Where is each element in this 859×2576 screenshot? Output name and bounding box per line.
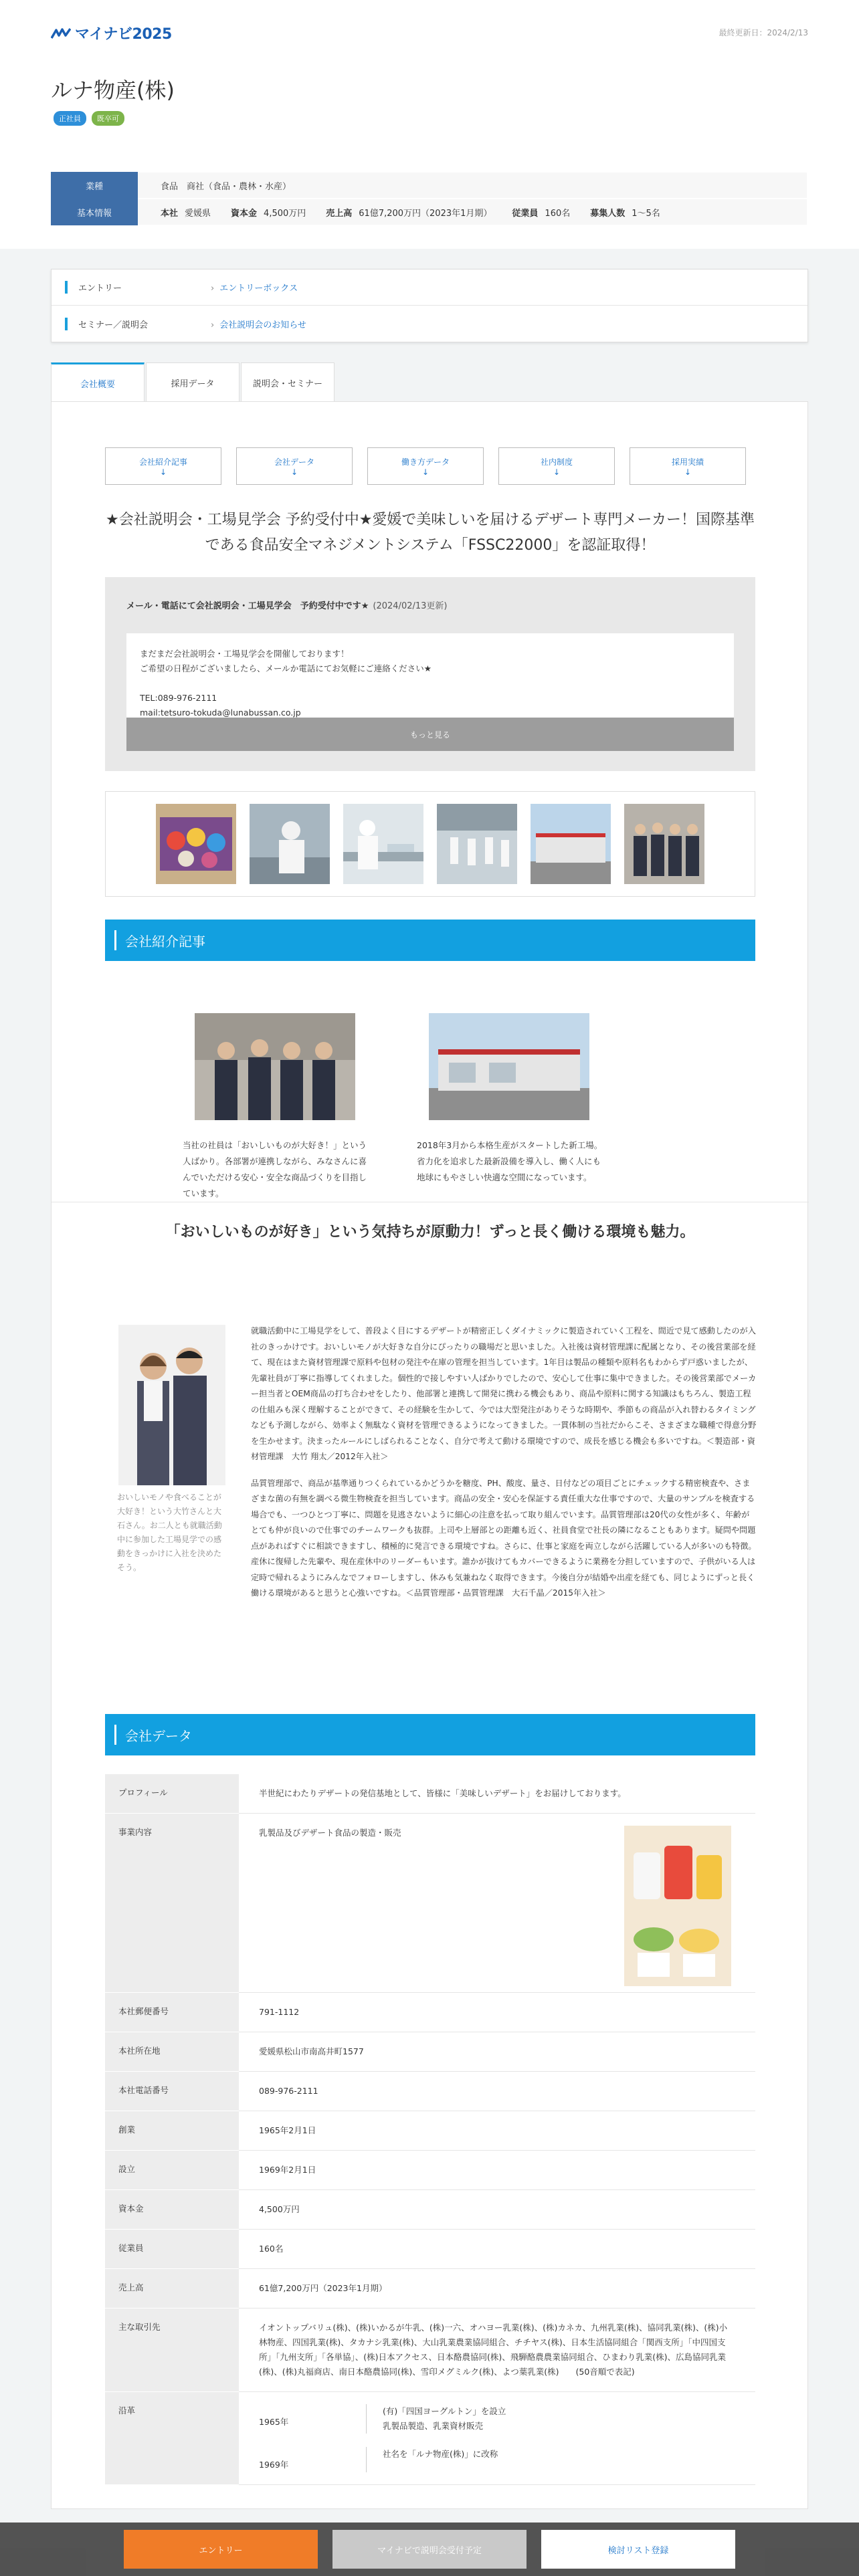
- basic-info-row: [51, 199, 807, 226]
- badge-kisotsu: 既卒可: [92, 111, 124, 126]
- table-row: 資本金 4,500万円: [105, 2190, 755, 2230]
- history-year: 1965年: [259, 2417, 289, 2427]
- history-year: 1969年: [259, 2460, 289, 2470]
- history-list: [259, 2404, 735, 2472]
- history-event: 社名を「ルナ物産(株)」に改称: [366, 2447, 735, 2472]
- catch-copy: ★会社説明会・工場見学会 予約受付中★愛媛で美味しいを届けるデザート専門メーカー！国際基準である食品安全マネジメントシステム「FSSC22000」を認証取得！: [105, 512, 755, 554]
- table-row: 従業員 160名: [105, 2230, 755, 2269]
- gallery-photo-factory-floor[interactable]: [437, 804, 517, 884]
- entry-box: [51, 269, 808, 342]
- table-row: 主な取引先 イオントップバリュ(株)、(株)いかるが牛乳、(株)一六、オハヨー乳業(株)、(株)カネカ、九州乳業(株)、協同乳業(株)、(株)小林物産、四国乳業(株)、タカナシ乳業(株)、大山乳業農業協同組合、チチヤス(株)、日本生活協同組合「関西支所」「中四国支所」「九州支所」「各単協」、(株)日本アクセス、日本酪農協同(株)、飛騨酪農農業協同組合、ひまわり乳業(株)、広島協同乳業(株)、(株)丸福商店、南日本酪農協同(株)、雪印メグミルク(株)、よつ葉乳業(株) (50音順で表記): [105, 2309, 755, 2392]
- section-heading-company-data: 会社データ: [105, 1714, 755, 1755]
- table-row: プロフィール 半世紀にわたりデザートの発信基地として、皆様に「美味しいデザート」をお届けしております。: [105, 1774, 755, 1814]
- badge-seishain: 正社員: [54, 111, 86, 126]
- industry-table: [51, 173, 807, 226]
- gallery-photo-worker[interactable]: [250, 804, 330, 884]
- main-panel: [51, 401, 808, 2509]
- table-row: 本社所在地 愛媛県松山市南高井町1577: [105, 2032, 755, 2072]
- industry-value: 食品 商社（食品・農林・水産）: [161, 181, 292, 192]
- entry-row: [52, 270, 807, 306]
- seminar-label: セミナー／説明会: [65, 318, 211, 330]
- company-data-table: [105, 1774, 755, 2485]
- seminar-row: [52, 306, 807, 342]
- page-tabs: [51, 362, 336, 403]
- arrow-down-icon: ↓: [421, 467, 430, 477]
- quicknav-article[interactable]: 会社紹介記事 ↓: [105, 447, 221, 485]
- basic-employees: 従業員 160名: [512, 208, 571, 219]
- section-heading-article: 会社紹介記事: [105, 920, 755, 961]
- tab-overview[interactable]: 会社概要: [51, 362, 145, 403]
- basic-info-values: [138, 206, 660, 219]
- entry-button[interactable]: エントリー: [124, 2530, 318, 2569]
- product-photo[interactable]: [624, 1826, 731, 1986]
- gallery-photo-products[interactable]: [156, 804, 236, 884]
- mynavi-logo[interactable]: [51, 23, 172, 43]
- industry-label: 業種: [51, 172, 138, 199]
- logo-text: マイナビ2025: [75, 26, 172, 43]
- article-card-1: [175, 1013, 377, 1202]
- basic-info-label: 基本情報: [51, 199, 138, 225]
- company-header: [0, 64, 859, 249]
- arrow-down-icon: ↓: [290, 467, 298, 477]
- industry-row: [51, 173, 807, 199]
- table-row: 事業内容 乳製品及びデザート食品の製造・販売: [105, 1814, 755, 1993]
- table-row: 本社電話番号 089-976-2111: [105, 2072, 755, 2111]
- last-updated: 最終更新日：2024/2/13: [719, 28, 808, 37]
- seminar-notice-link[interactable]: › 会社説明会のお知らせ: [211, 318, 306, 330]
- seminar-body: まだまだ会社説明会・工場見学会を開催しております！ ご希望の日程がございましたら、メールか電話にてお気軽にご連絡ください★ TEL:089-976-2111 mail:tetsuro-tokuda@lunabussan.co.jp: [126, 633, 734, 751]
- basic-capital: 資本金 4,500万円: [231, 208, 306, 219]
- seminar-title: メール・電話にて会社説明会・工場見学会 予約受付中です★ (2024/02/13更新): [126, 601, 448, 611]
- quicknav-workstyle[interactable]: 働き方データ ↓: [367, 447, 484, 485]
- gallery-photo-building[interactable]: [531, 804, 611, 884]
- gallery-photo-line[interactable]: [343, 804, 423, 884]
- arrow-down-icon: ↓: [553, 467, 561, 477]
- tab-recruit-data[interactable]: 採用データ: [146, 362, 240, 403]
- quicknav-system[interactable]: 社内制度 ↓: [498, 447, 615, 485]
- company-name: ルナ物産(株): [51, 78, 175, 103]
- story-heading: 「おいしいものが好き」という気持ちが原動力！ずっと長く働ける環境も魅力。: [165, 1224, 695, 1241]
- badge-list: [54, 111, 124, 126]
- arrow-down-icon: ↓: [684, 467, 692, 477]
- arrow-down-icon: ↓: [159, 467, 167, 477]
- tab-seminar[interactable]: 説明会・セミナー: [241, 362, 335, 403]
- article-text-1: 当社の社員は「おいしいものが大好き！」という人ばかり。各部署が連携しながら、みなさんに喜んでいただける安心・安全な商品づくりを目指しています。: [183, 1140, 367, 1198]
- photo-gallery: [105, 791, 755, 897]
- mynavi-logo-icon: [51, 27, 71, 39]
- table-row: 沿革 1965年 (有)「四国ヨーグルトン」を設立 乳製品製造、乳業資材販売 1969年 社名を「ルナ物産(株)」に改称: [105, 2392, 755, 2485]
- article-photo-staff[interactable]: [195, 1013, 355, 1120]
- table-row: 本社郵便番号 791-1112: [105, 1993, 755, 2032]
- story-paragraph-1: 就職活動中に工場見学をして、普段よく目にするデザートが精密正しくダイナミックに製造されていく工程を、間近で見て感動したのが入社のきっかけです。おいしいモノが大好きな自分にぴったりの職場だと思いました。入社後は資材管理課に配属となり、その後営業部を経て、現在はまた資材管理課で原料や包材の発注や在庫の管理を担当しています。1年目は製品の種類や原料名もわからず戸惑いましたが、先輩社員が丁寧に指導してくれました。個性的で接しやすい人ばかりでしたので、安心して仕事に集中できました。その後営業部でメーカー担当者とOEM商品の打ち合わせをしたり、他部署と連携して開発に携わる機会もあり、商品や原料に関する知識はもちろん、製造工程の仕組みも深く理解することができて、その経験を生かして、今では大型発注がありそうな時期や、季節もの商品が入れ替わるタイミングなども予測しながら、効率よく無駄なく資材を管理できるようになってきました。一貫体制の当社だからこそ、さまざまな職種で得意分野を生かせます。決まったルールにしばられることなく、自分で考えて動ける環境ですので、成長を感じる機会も多いですね。＜製造部・資材管理課 大竹 翔太／2012年入社＞: [251, 1326, 757, 1461]
- quick-nav: [105, 447, 746, 485]
- add-to-list-button[interactable]: 検討リスト登録: [541, 2530, 735, 2569]
- seminar-notice: [105, 577, 755, 771]
- basic-hq: 本社 愛媛県: [161, 208, 211, 219]
- quicknav-results[interactable]: 採用実績 ↓: [630, 447, 746, 485]
- bottom-action-bar: [0, 2523, 859, 2576]
- history-event: (有)「四国ヨーグルトン」を設立 乳製品製造、乳業資材販売: [366, 2404, 735, 2434]
- story-text: [251, 1323, 757, 1612]
- article-photo-factory[interactable]: [429, 1013, 589, 1120]
- story-photo-employees[interactable]: [118, 1325, 225, 1485]
- entry-label: エントリー: [65, 281, 211, 294]
- table-row: 売上高 61億7,200万円（2023年1月期）: [105, 2269, 755, 2309]
- story-caption: おいしいモノや食べることが大好き！という大竹さんと大石さん。お二人とも就職活動中に参加した工場見学での感動をきっかけに入社を決めたそう。: [117, 1493, 222, 1572]
- table-row: 創業 1965年2月1日: [105, 2111, 755, 2151]
- table-row: 設立 1969年2月1日: [105, 2151, 755, 2190]
- show-more-button[interactable]: もっと見る: [126, 718, 734, 751]
- story-paragraph-2: 品質管理部で、商品が基準通りつくられているかどうかを糖度、PH、酸度、量さ、日付などの項目ごとにチェックする精密検査や、さまざまな菌の有無を調べる微生物検査を担当しています。商品の安全・安心を保証する責任重大な仕事ですので、大量のサンプルを検査する場合でも、一つひとつ丁寧に、問題を見逃さないように細心の注意を払って取り組んでいます。品質管理部は20代の女性が多く、年齢がとても仲が良いので仕事でのチームワークも抜群。上司や上層部との距離も近く、社員食堂で社長の隣になることもあります。疑問や問題点があればすぐに相談できますし、積極的に発言できる環境ですね。さらに、仕事と家庭を両立しながら活躍している人が多いのも特徴。産休に復帰した先輩や、現在産休中のリーダーもいます。誰かが抜けてもカバーできるように業務を分担していますので、子供がいる人は定時で帰れるようにみんなでフォローしますし、休みも気兼ねなく取得できます。今後自分が結婚や出産を経ても、同じようにずっと長く働ける環境があると思うと心強いですね。＜品質管理部・品質管理課 大石千晶／2015年入社＞: [251, 1478, 757, 1598]
- basic-hiring: 募集人数 1〜5名: [590, 208, 660, 219]
- seminar-schedule-button[interactable]: マイナビで説明会受付予定: [332, 2530, 527, 2569]
- article-text-2: 2018年3月から本格生産がスタートした新工場。省力化を追求した最新設備を導入し、働く人にも地球にもやさしい快適な空間になっています。: [417, 1140, 603, 1182]
- entry-box-link[interactable]: › エントリーボックス: [211, 281, 298, 294]
- basic-sales: 売上高 61億7,200万円（2023年1月期）: [326, 208, 492, 219]
- gallery-photo-staff[interactable]: [624, 804, 704, 884]
- site-header: [0, 0, 859, 64]
- quicknav-company-data[interactable]: 会社データ ↓: [236, 447, 353, 485]
- article-card-2: [409, 1013, 611, 1186]
